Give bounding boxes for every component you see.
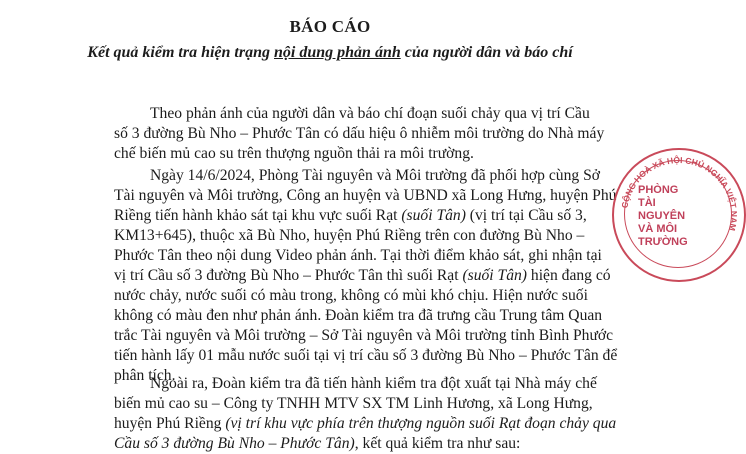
- p2-line-6-italic: (suối Tân): [462, 267, 527, 284]
- p2-line-8: không có màu đen như phản ánh. Đoàn kiểm tra đã trưng cầu Trung tâm Quan: [114, 307, 603, 324]
- seal-line-2: TÀI NGUYÊN: [638, 197, 686, 222]
- seal-line-3: VÀ MÔI TRƯỜNG: [638, 223, 688, 248]
- seal-ring-label: CỘNG HOÀ XÃ HỘI CHỦ NGHĨA VIỆT NAM: [619, 154, 740, 232]
- p3-line-3-italic: (vị trí khu vực phía trên thượng nguồn suối Rạt đoạn chảy qua: [221, 415, 617, 432]
- p2-line-6-a: vị trí Cầu số 3 đường Bù Nho – Phước Tân thì suối Rạt: [114, 267, 463, 284]
- seal-center-text: [638, 184, 698, 249]
- p3-line-4: [114, 434, 614, 454]
- p2-line-6-c: hiện đang có: [527, 267, 611, 284]
- p2-line-6: [114, 266, 614, 286]
- p2-line-1: Ngày 14/6/2024, Phòng Tài nguyên và Môi trường đã phối hợp cùng Sở: [150, 167, 601, 184]
- p2-line-3-c: (vị trí tại Cầu số 3,: [465, 207, 587, 224]
- p2-line-3-italic: (suối Tân): [401, 207, 466, 224]
- p2-line-11: phân tích.: [114, 367, 176, 384]
- p3-line-3-a: huyện Phú Riềng: [114, 415, 222, 432]
- p3-line-4-tail: , kết quả kiểm tra như sau:: [354, 435, 521, 452]
- p2-line-4: KM13+645), thuộc xã Bù Nho, huyện Phú Riềng trên con đường Bù Nho –: [114, 227, 585, 244]
- p2-line-5: Phước Tân theo nội dung Video phản ánh. Tại thời điểm khảo sát, ghi nhận tại: [114, 247, 602, 264]
- paragraph-2: [114, 166, 618, 386]
- subtitle-pre: Kết quả kiểm tra hiện trạng: [87, 44, 274, 61]
- p3-line-4-italic: Cầu số 3 đường Bù Nho – Phước Tân): [114, 435, 355, 452]
- document-title: BÁO CÁO: [289, 17, 371, 36]
- p3-line-2: biến mủ cao su – Công ty TNHH MTV SX TM Linh Hương, xã Long Hưng,: [114, 395, 593, 412]
- p2-line-3-a: Riềng tiến hành khảo sát tại khu vực suối Rạt: [114, 207, 402, 224]
- p1-line-3: chế biến mủ cao su trên thượng nguồn thải ra môi trường.: [114, 145, 474, 162]
- p2-line-7: nước chảy, nước suối có màu trong, không có mùi khó chịu. Hiện nước suối: [114, 287, 588, 304]
- subtitle-post: của người dân và báo chí: [400, 44, 573, 61]
- p2-line-10: tiến hành lấy 01 mẫu nước suối tại vị trí cầu số 3 đường Bù Nho – Phước Tân để: [114, 347, 618, 364]
- p2-line-2: Tài nguyên và Môi trường, Công an huyện và UBND xã Long Hưng, huyện Phú: [114, 187, 617, 204]
- p3-line-1: Ngoài ra, Đoàn kiểm tra đã tiến hành kiểm tra đột xuất tại Nhà máy chế: [150, 375, 597, 392]
- p3-line-3: [114, 414, 617, 434]
- official-seal: [612, 148, 746, 282]
- subtitle-underlined: nội dung phản ánh: [274, 44, 401, 61]
- p1-line-1: Theo phản ánh của người dân và báo chí đoạn suối chảy qua vị trí Cầu: [150, 105, 590, 122]
- paragraph-1: [114, 104, 614, 164]
- paragraph-3: [114, 374, 617, 454]
- p2-line-9: trắc Tài nguyên và Môi trường – Sở Tài nguyên và Môi trường tỉnh Bình Phước: [114, 327, 614, 344]
- p2-line-3: [114, 206, 614, 226]
- p1-line-2: số 3 đường Bù Nho – Phước Tân có dấu hiệu ô nhiễm môi trường do Nhà máy: [114, 125, 605, 142]
- document-subtitle: [0, 44, 660, 62]
- seal-line-1: PHÒNG: [638, 184, 679, 196]
